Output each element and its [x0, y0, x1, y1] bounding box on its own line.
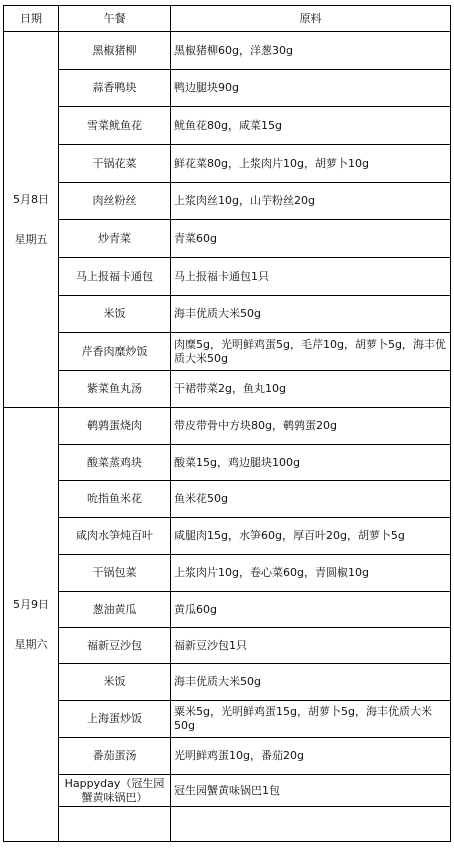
table-row: [4, 220, 451, 258]
header-lunch: 午餐: [59, 6, 171, 32]
table-row: [4, 183, 451, 220]
table-row: [4, 481, 451, 518]
table-row: [4, 145, 451, 183]
table-row: [4, 807, 451, 842]
table-row: [4, 555, 451, 592]
ingredients: 带皮带骨中方块80g，鹌鹑蛋20g: [171, 408, 451, 445]
table-row: [4, 592, 451, 628]
table-row: [4, 32, 451, 70]
lunch-dish: 马上报福卡通包: [59, 258, 171, 296]
lunch-menu-table: [3, 5, 451, 842]
ingredients: 福新豆沙包1只: [171, 628, 451, 664]
lunch-dish: 番茄蛋汤: [59, 738, 171, 775]
table-row: [4, 628, 451, 664]
spacer: [7, 612, 55, 638]
ingredients: 黄瓜60g: [171, 592, 451, 628]
day-date: 5月8日: [13, 192, 49, 206]
ingredients: 粟米5g，光明鲜鸡蛋15g，胡萝卜5g，海丰优质大米50g: [171, 701, 451, 738]
ingredients: 青菜60g: [171, 220, 451, 258]
ingredients: 鲜花菜80g，上浆肉片10g，胡萝卜10g: [171, 145, 451, 183]
ingredients: 鸭边腿块90g: [171, 70, 451, 107]
lunch-dish: 蒜香鸭块: [59, 70, 171, 107]
table-row: [4, 518, 451, 555]
table-row: [4, 445, 451, 481]
ingredients: 上浆肉丝10g，山芋粉丝20g: [171, 183, 451, 220]
lunch-dish: Happyday（冠生园蟹黄味锅巴）: [59, 775, 171, 807]
day-weekday: 星期五: [14, 232, 48, 246]
lunch-dish: 干锅包菜: [59, 555, 171, 592]
ingredients: 上浆肉片10g，卷心菜60g，青圆椒10g: [171, 555, 451, 592]
table-row: [4, 107, 451, 145]
table-row: [4, 333, 451, 371]
lunch-dish: 米饭: [59, 296, 171, 333]
lunch-dish: 芹香肉糜炒饭: [59, 333, 171, 371]
lunch-dish: 雪菜鱿鱼花: [59, 107, 171, 145]
ingredients: 咸腿肉15g，水笋60g，厚百叶20g，胡萝卜5g: [171, 518, 451, 555]
date-cell: [4, 32, 59, 408]
lunch-dish: 紫菜鱼丸汤: [59, 371, 171, 408]
lunch-dish: 吮指鱼米花: [59, 481, 171, 518]
header-row: [4, 6, 451, 32]
table-row: [4, 664, 451, 701]
ingredients: 鱼米花50g: [171, 481, 451, 518]
ingredients: 酸菜15g，鸡边腿块100g: [171, 445, 451, 481]
ingredients: 干裙带菜2g，鱼丸10g: [171, 371, 451, 408]
header-date: 日期: [4, 6, 59, 32]
ingredients: [171, 807, 451, 842]
lunch-dish: 黑椒猪柳: [59, 32, 171, 70]
header-ingredients: 原料: [171, 6, 451, 32]
table-row: [4, 701, 451, 738]
lunch-dish: 葱油黄瓜: [59, 592, 171, 628]
table-row: [4, 738, 451, 775]
spacer: [7, 207, 55, 233]
table-row: [4, 296, 451, 333]
ingredients: 马上报福卡通包1只: [171, 258, 451, 296]
lunch-dish: 肉丝粉丝: [59, 183, 171, 220]
lunch-dish: 酸菜蒸鸡块: [59, 445, 171, 481]
ingredients: 肉糜5g，光明鲜鸡蛋5g，毛芹10g，胡萝卜5g，海丰优质大米50g: [171, 333, 451, 371]
date-cell: [4, 408, 59, 842]
ingredients: 海丰优质大米50g: [171, 664, 451, 701]
lunch-dish: 干锅花菜: [59, 145, 171, 183]
table-row: [4, 70, 451, 107]
lunch-dish: 炒青菜: [59, 220, 171, 258]
lunch-dish: 上海蛋炒饭: [59, 701, 171, 738]
day-weekday: 星期六: [14, 637, 48, 651]
ingredients: 鱿鱼花80g，咸菜15g: [171, 107, 451, 145]
table-row: [4, 775, 451, 807]
lunch-dish: [59, 807, 171, 842]
table-row: [4, 371, 451, 408]
table-row: [4, 258, 451, 296]
ingredients: 光明鲜鸡蛋10g，番茄20g: [171, 738, 451, 775]
lunch-dish: 米饭: [59, 664, 171, 701]
lunch-dish: 鹌鹑蛋烧肉: [59, 408, 171, 445]
ingredients: 海丰优质大米50g: [171, 296, 451, 333]
ingredients: 黑椒猪柳60g，洋葱30g: [171, 32, 451, 70]
ingredients: 冠生园蟹黄味锅巴1包: [171, 775, 451, 807]
day-date: 5月9日: [13, 597, 49, 611]
lunch-dish: 福新豆沙包: [59, 628, 171, 664]
table-row: [4, 408, 451, 445]
lunch-dish: 咸肉水笋炖百叶: [59, 518, 171, 555]
